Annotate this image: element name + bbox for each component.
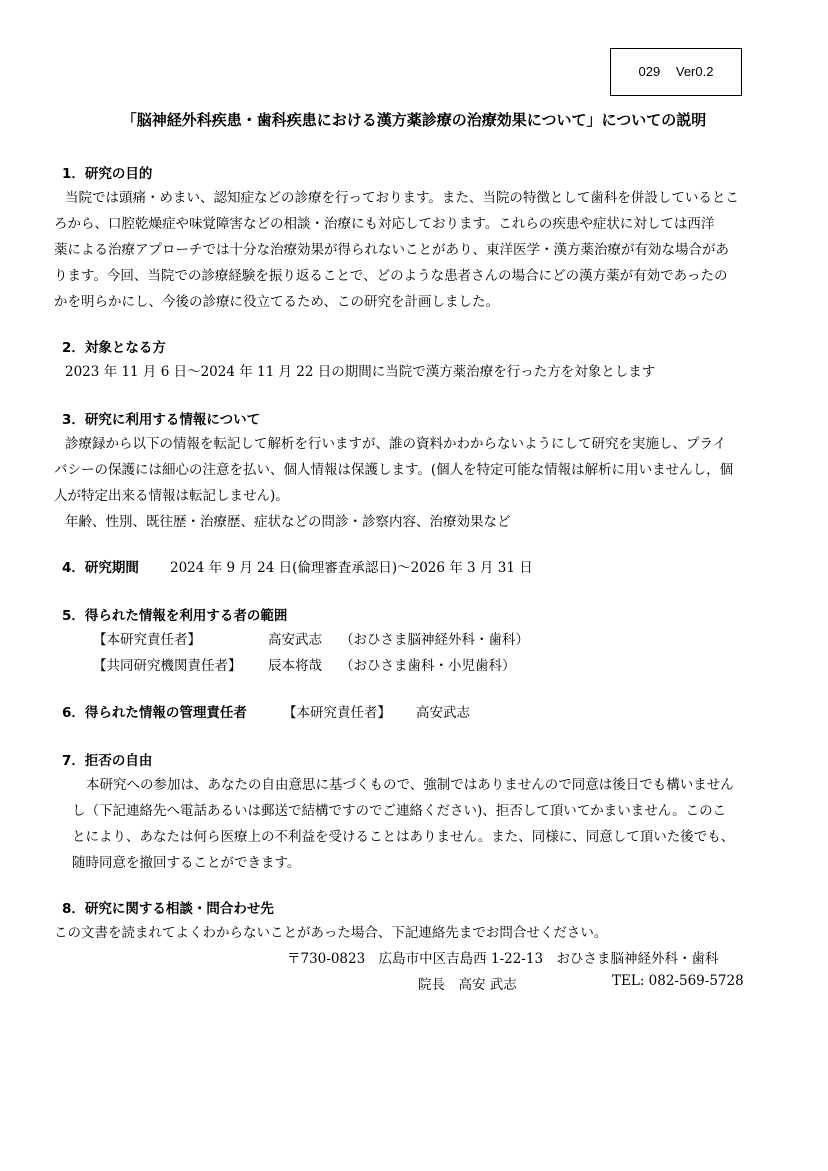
version-box [610, 48, 742, 96]
section-8-heading: 8．研究に関する相談・問合わせ先 [62, 901, 274, 917]
doc-number: 029 [638, 64, 661, 79]
section-7-line: し（下記連絡先へ電話あるいは郵送で結構ですのでご連絡ください)、拒否して頂いてかまいません。このこ [72, 803, 727, 819]
section-6-role: 【本研究責任者】 [283, 705, 391, 721]
section-4-text: 2024 年 9 月 24 日(倫理審査承認日)～2026 年 3 月 31 日 [170, 560, 533, 576]
section-4-heading: 4．研究期間 [62, 560, 139, 576]
section-1-line: ろから、口腔乾燥症や味覚障害などの相談・治療にも対応しております。これらの疾患や症状に対しては西洋 [54, 216, 715, 232]
section-5-role: 【本研究責任者】 [93, 632, 201, 648]
section-7-heading: 7．拒否の自由 [62, 753, 153, 769]
contact-tel: TEL: 082-569-5728 [612, 973, 744, 989]
section-1-line: 当院では頭痛・めまい、認知症などの診療を行っております。また、当院の特徴として歯科を併設しているとこ [65, 190, 739, 206]
section-1-line: ります。今回、当院での診療経験を振り返ることで、どのような患者さんの場合にどの漢方薬が有効であったの [54, 268, 728, 284]
section-3-line: 年齢、性別、既往歴・治療歴、症状などの問診・診察内容、治療効果など [65, 514, 511, 530]
contact-address: 〒730-0823 広島市中区吉島西 1-22-13 おひさま脳神経外科・歯科 [287, 951, 719, 967]
page-title: 「脳神経外科疾患・歯科疾患における漢方薬診療の治療効果について」についての説明 [121, 111, 707, 129]
section-7-line: 本研究への参加は、あなたの自由意思に基づくもので、強制ではありませんので同意は後日でも構いません [86, 777, 734, 793]
section-3-line: 診療録から以下の情報を転記して解析を行いますが、誰の資料かわからないようにして研究を実施し、プライ [65, 436, 727, 452]
section-5-name: 高安武志 [268, 632, 322, 648]
section-3-heading: 3．研究に利用する情報について [62, 412, 261, 428]
section-6-name: 高安武志 [416, 705, 470, 721]
section-5-affiliation: （おひさま歯科・小児歯科） [340, 658, 516, 674]
section-3-line: バシーの保護には細心の注意を払い、個人情報は保護します。(個人を特定可能な情報は解析に用いませんし，個 [54, 462, 734, 478]
section-2-heading: 2．対象となる方 [62, 340, 166, 356]
section-5-name: 辰本将哉 [268, 658, 322, 674]
section-5-affiliation: （おひさま脳神経外科・歯科） [340, 632, 529, 648]
section-2-text: 2023 年 11 月 6 日～2024 年 11 月 22 日の期間に当院で漢方薬治療を行った方を対象とします [65, 364, 656, 380]
section-1-heading: 1．研究の目的 [62, 166, 153, 182]
section-1-line: 薬による治療アプローチでは十分な治療効果が得られないことがあり、東洋医学・漢方薬治療が有効な場合があ [54, 242, 729, 258]
section-5-role: 【共同研究機関責任者】 [93, 658, 242, 674]
section-5-heading: 5．得られた情報を利用する者の範囲 [62, 608, 288, 624]
section-7-line: とにより、あなたは何ら医療上の不利益を受けることはありません。また、同様に、同意して頂いた後でも、 [72, 829, 735, 845]
section-3-line: 人が特定出来る情報は転記しません)。 [54, 488, 289, 504]
section-8-intro: この文書を読まれてよくわからないことがあった場合、下記連絡先までお問合せください。 [54, 925, 608, 941]
doc-version: Ver0.2 [675, 64, 714, 79]
contact-director: 院長 高安 武志 [418, 977, 517, 993]
section-1-line: かを明らかにし、今後の診療に役立てるため、この研究を計画しました。 [54, 294, 499, 310]
section-7-line: 随時同意を撤回することができます。 [72, 855, 301, 871]
section-6-heading: 6．得られた情報の管理責任者 [62, 705, 247, 721]
